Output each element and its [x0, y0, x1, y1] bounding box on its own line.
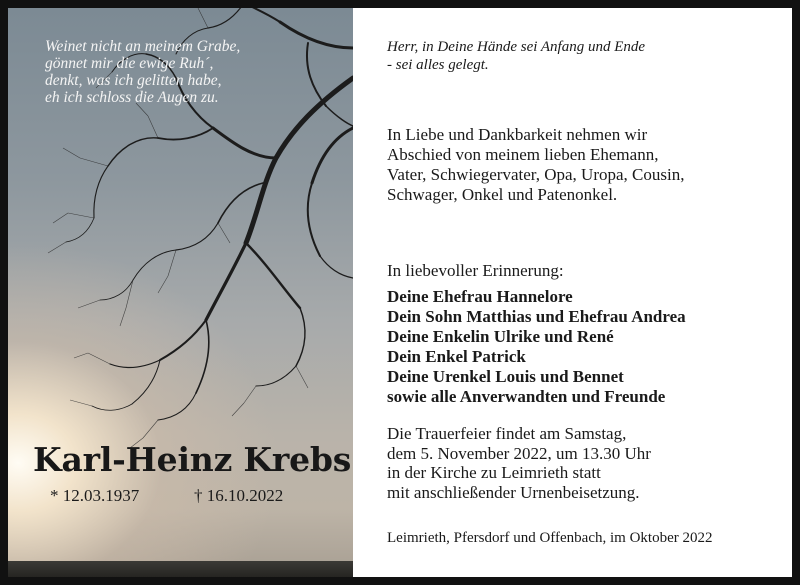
intro-line: In Liebe und Dankbarkeit nehmen wir	[387, 125, 648, 144]
bible-verse	[387, 38, 645, 74]
memory-heading: In liebevoller Erinnerung:	[387, 261, 564, 280]
family-list	[387, 287, 686, 407]
poem-line: eh ich schloss die Augen zu.	[45, 89, 219, 106]
obituary-card	[8, 8, 792, 577]
place-and-date: Leimrieth, Pfersdorf und Offenbach, im Oktober 2022	[387, 530, 713, 546]
poem-line: Weinet nicht an meinem Grabe,	[45, 38, 241, 55]
horizon-ground	[8, 561, 353, 577]
sunset-tree-photo	[8, 8, 353, 577]
verse-line: Herr, in Deine Hände sei Anfang und Ende	[387, 39, 646, 55]
family-member: Deine Ehefrau Hannelore	[387, 287, 573, 306]
family-member: Deine Enkelin Ulrike und René	[387, 327, 614, 346]
intro-line: Vater, Schwiegervater, Opa, Uropa, Cousin,	[387, 165, 685, 184]
family-member: sowie alle Anverwandten und Freunde	[387, 387, 666, 406]
life-dates	[8, 486, 353, 508]
family-member: Dein Enkel Patrick	[387, 347, 526, 366]
birth-date: * 12.03.1937	[50, 486, 140, 505]
funeral-info	[387, 424, 651, 502]
poem-text	[45, 38, 345, 106]
farewell-intro	[387, 125, 684, 205]
funeral-line: Die Trauerfeier findet am Samstag,	[387, 424, 627, 443]
intro-line: Abschied von meinem lieben Ehemann,	[387, 145, 659, 164]
poem-line: denkt, was ich gelitten habe,	[45, 72, 222, 89]
family-member: Dein Sohn Matthias und Ehefrau Andrea	[387, 307, 686, 326]
funeral-line: dem 5. November 2022, um 13.30 Uhr	[387, 443, 651, 463]
death-date: † 16.10.2022	[194, 486, 284, 505]
intro-line: Schwager, Onkel und Patenonkel.	[387, 185, 618, 204]
family-member: Deine Urenkel Louis und Bennet	[387, 367, 624, 386]
poem-line: gönnet mir die ewige Ruh´,	[45, 55, 214, 72]
funeral-line: in der Kirche zu Leimrieth statt	[387, 463, 601, 482]
funeral-line: mit anschließender Urnenbeisetzung.	[387, 482, 640, 502]
verse-line: - sei alles gelegt.	[387, 57, 489, 73]
deceased-name: Karl-Heinz Krebs	[33, 440, 352, 479]
